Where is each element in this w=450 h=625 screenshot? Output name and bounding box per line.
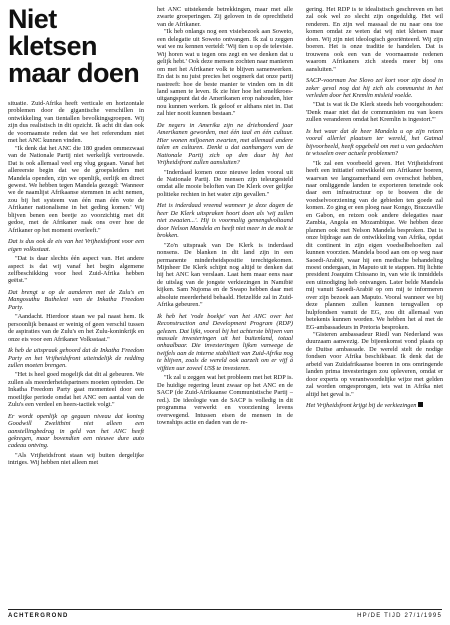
interview-question: Ik heb de uitspraak gehoord dat de Inkatha Freedom Party en het Vrijheidsfront uiteindelijk de redding zullen moeten brengen. bbox=[8, 347, 144, 369]
paragraph: "Ik zal een voorbeeld geven. Het Vrijheidsfront heeft een initiatief ontwikkeld om Afrikaner boeren, waarvan we langzamerhand een overschot hebben, naar omliggende landen te exporteren teneinde ook daar een infrastructuur op te bouwen die de voedselvoorziening van de gebieden ten goede zal komen. Zo ging er een ploeg naar Kongo, Brazzaville en Gabon, en reizen ook andere delegaties naar Zambia, Angola en Mozambique. We hebben deze plannen ook met Nelson Mandela besproken. Dat is onze bijdrage aan de ontwikkeling van Afrika, opdat dit continent in zijn eigen voedselbehoeften zal kunnen voorzien. Mandela bood aan om op weg naar Saoedi-Arabië, waar hij een medische behandeling moest ondergaan, in Maputo uit te stappen. Hij lichtte president Joaquim Chissano in, van wie ik inmiddels een uitnodiging heb ontvangen. Later belde Mandela mij vanuit Saoedi-Arabië op om mij te informeren over zijn bezoek aan Maputo. Vooral wanneer we bij deze plannen zullen kunnen terugvallen op hulpfondsen vanuit de EG, zou dit allemaal van betekenis kunnen worden. We hebben het al met de EG-ambassadeurs in Pretoria besproken. bbox=[306, 159, 443, 331]
paragraph: "Gisteren ambassadeur Riedl van Nederland was duurzaam aanwezig. De bijeenkomst vond plaats op de Duitse ambassade. De wereld stelt de nodige fondsen voor Afrika beschikbaar. Ik denk dat de arbeid van Zuidafrikaanse boeren in ons omringende landen prima investeringen zou opleveren, omdat er door experts op verantwoordelijke wijze met gelden zal worden omgesprongen, iets wat in Afrika niet altijd het geval is." bbox=[306, 331, 443, 398]
interview-question: Er wordt openlijk op gegaan niveau dat koning Goodwill Zwelithini niet alleen een aanstellingbedrag in geld van het ANC heeft gekregen, maar bovendien een nieuwe dure auto cadeau ontving. bbox=[8, 412, 144, 450]
paragraph: "Het is heel goed mogelijk dat dit al gebeuren. We zullen als meerderheidspartners moeten optreden. De Inkatha Freedom Party gaat momenteel door een moeilijke periode omdat het ANC een aantal van de Zulu's een verdeel en heers-tactiek volgt." bbox=[8, 371, 144, 409]
interview-question: Het is inderdaad vreemd wanneer je deze dagen de heer De Klerk uitspraken hoort doen als 'wij zullen niet zwaaien...'. Hij is voormalig gemengdvoltaand door Nelson Mandela en heeft niet meer in de molt te brokken. bbox=[157, 202, 293, 240]
interview-question: Is het waar dat de heer Mandela u op zijn reizen vooral allerlei plaatsen ter wereld, het Gatmal bijvoorbeeld, heeft opgebeld om met u van gedachten te wisselen over actuele problemen? bbox=[306, 127, 443, 158]
paragraph: "Ik zal u zeggen wat het probleem met het RDP is. De huidige regering leunt zwaar op het ANC en de SACP (de Zuid-Afrikaanse Communistische Partij – red.). De ideologie van de SACP is volledig in dit programma verwerkt en voorziening levens overwegend. Intussen eisen de mensen in de townships actie en daden van de re- bbox=[157, 374, 293, 427]
section-label: ACHTERGROND bbox=[8, 613, 69, 619]
paragraph: het ANC uitstekende betrekkingen, maar met alle zwarte groeperingen. Zij geloven in de oprechtheid van de Afrikaner. bbox=[157, 6, 293, 28]
paragraph: "Ik denk dat het ANC die 180 graden ommezwaai van de Nationale Partij niet werkelijk vertrouwde. Dat is ook allemaal veel erg vlug gegaan. Vanaf het allereerste begin dat we de groepsleiders met Mandela openden, zijn we openlijk, eerlijk en direct gewest. We hebben tegen Mandela gezegd: 'Wanneer we de naamlijst Afrikaanse stemmen in acht nemen, zou bij het systeem van één man één vote de Afrikaner nationalisme in het geding komen.' Wij blijven benen een beetje zo voorzichtig met dit gedoe, met de Afrikaner raak ons over hoe de Afrikaner op het moment overleeft." bbox=[8, 144, 144, 234]
paragraph: "Dat is wat ik De Klerk steeds heb voorgehouden: 'Denk maar niet dat de communisten nu van koers zullen veranderen omdat het Kremlin is ingestort.'" bbox=[306, 101, 443, 124]
closing-question-text: Het Vrijheidsfront krijgt bij de verkiezingen bbox=[306, 402, 417, 410]
article-column-2 bbox=[157, 6, 293, 601]
paragraph: "Ik heb onlangs nog een visiebezoek aan Soweto, een delegatie uit Soweto ontvangen. Ik zal u zeggen wat we nu kennen verteld: 'Wij tien u op de televisie. Wij horen wat u tegen ons zegt en we denken dat u gelijk hebt.' Ook deze mensen zochten naar manieren om met het Afrikaner volk te blijven samenwerken. En dat is nu juist precies het oogmerk dat onze partij nastreeft: hoe de beste manier te vinden om in dit land samen te leven. Ik zie hier hoe het smeltkroes-uitgangspunt dat de Amerikanen erop nahouden, hier nou kunnen werken. Ik geloof er althans niet in. Dat zal hier nooit kunnen bestaan." bbox=[157, 28, 293, 118]
article-column-3 bbox=[306, 6, 443, 601]
paragraph: "Inderdaad komen onze nieuwe leden vooral uit de Nationale Partij. De mensen zijn teleurgesteld omdat alle mooie beloften van De Klerk over gelijke politieke rechten in het water zijn gevallen." bbox=[157, 168, 293, 198]
paragraph: "Dat is daar slechts één aspect van. Het andere aspect is dat wij vanaf het begin algemene zelfbeschikking voor heel Zuid-Afrika hebben geëist." bbox=[8, 255, 144, 285]
interview-question: De negers in Amerika zijn ne driehonderd jaar Amerikanen geworden, met één taal en één cultuur. Hier wonen miljoenen zwarten, met allemaal andere talen en culturen. Denkt u dat aanhangers van de Nationale Partij zich op den duur bij het Vrijheidsfront zullen aansluiten? bbox=[157, 121, 293, 167]
paragraph: gering. Het RDP is te idealistisch geschreven en het zal ook wel zo slecht zijn ongeduldig. Het wil renderen. En zijn wel massaal de nu naar ons toe komen omdat ze weten dat wij niet kletsen maar doen. Wij zijn niet ideologisch georiënteerd. Wij zijn boeren. Het is onze traditie te handelen. Dat is trouwens ook een van de voornaamste redenen waarom Afrikaners zich steeds meer bij ons aansluiten." bbox=[306, 6, 443, 73]
end-of-article-mark bbox=[418, 402, 423, 407]
interview-question: Ik heb het 'rode boekje' van het ANC over het Reconstruction and Development Program (RDP) gelezen. Dat lijkt, vooral bij het achterste blijven van massale investeringen uit het buitenland, totaal onhaalbaar. Die investeringen lijken vanwege de twijfels aan de interne stabiliteit van Zuid-Afrika nog te blijven, zoals de wereld ook aarzelt om er vijf á vijftien uur zoveel US$ te investeren. bbox=[157, 312, 293, 372]
issue-label: HP/DE TIJD 27/1/1995 bbox=[357, 613, 442, 619]
interview-question: SACP-voorman Joe Slovo zei kort voor zijn dood in zeker geval nog dat hij zich als communist in het verleden door het Kremlin misleid voelde. bbox=[306, 77, 443, 99]
page-footer bbox=[8, 609, 442, 622]
paragraph: situatie. Zuid-Afrika heeft verticale en horizontale problemen door de gigantische verschillen in ontwikkeling van tientallen bevolkingsgroepen. Wij zijn dus realistisch in dit opzicht. Ik acht dit dan ook de voornaamste reden dat we het referendum niet met het ANC kunnen vinden. bbox=[8, 100, 144, 145]
headline: Niet kletsen maar doen bbox=[8, 6, 140, 88]
article-column-1 bbox=[8, 6, 144, 601]
paragraph: "Als Vrijheidsfront staan wij buiten dergelijke intriges. Wij hebben niet alleen met bbox=[8, 451, 144, 467]
interview-question: Dat is dus ook de eis van het Vrijheidsfront voor een eigen volksstaat. bbox=[8, 238, 144, 253]
interview-question bbox=[306, 402, 443, 409]
paragraph: "Zo'n uitspraak van De Klerk is inderdaad nonsens. De blanken in dit land zijn in een permanente minderheidspositie terechtgekomen. Mijnheer De Klerk schijnt nog altijd te denken dat hij het ANC kan verslaan. Laat hem maar eens naar de uitslag van de jongste verkiezingen in Namibië kijken. Sam Nujoma en de Swapo hebben daar met absolute meerderheid behaald. Hetzelfde zal in Zuid-Afrika gebeuren." bbox=[157, 241, 293, 309]
paragraph: "Aandacht. Hierdoor staan we pal naast hem. Ik persoonlijk benaast er weinig of geen verschil tussen de aspiraties van de Zulu's en het Zulu-koninkrijk en onze eis voor een Afrikaner Volksstaat." bbox=[8, 313, 144, 343]
interview-question: Dat brengt u op de aanderen met de Zulu's en Mangosuthu Buthelezi van de Inkatha Freedom Party. bbox=[8, 288, 144, 311]
